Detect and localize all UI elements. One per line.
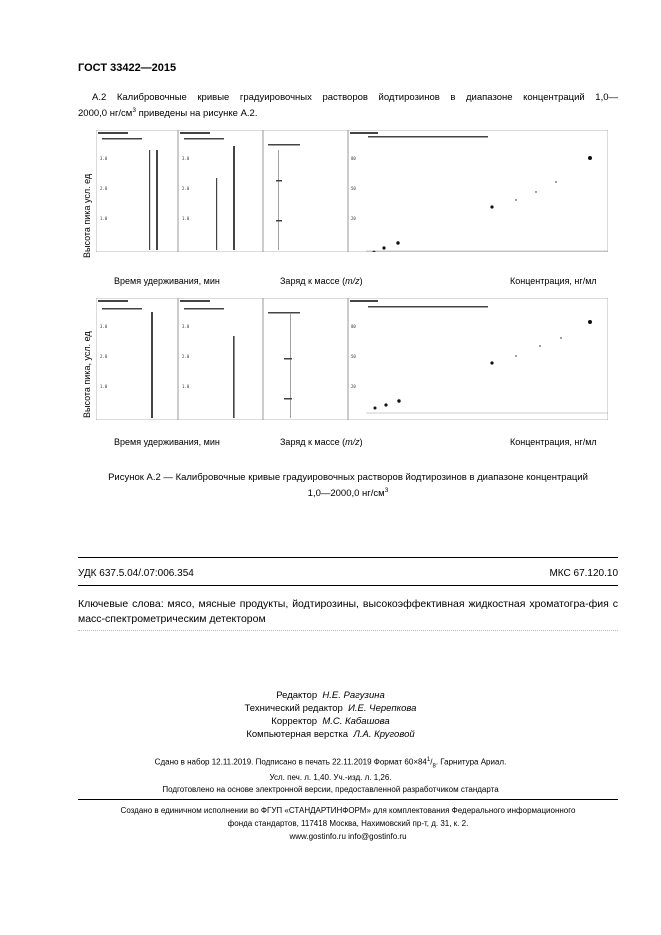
imprint: [0, 754, 661, 796]
figure-2-graphic: [96, 298, 608, 420]
intro-paragraph: [78, 91, 618, 120]
staff-role: Компьютерная верстка: [246, 729, 349, 740]
calibration-figure-1: [96, 130, 608, 252]
figure-1-x-concentration: Концентрация, нг/мл: [510, 276, 597, 286]
figure-2-y-axis-label: Высота пика, усл. ед: [82, 331, 92, 418]
svg-text:20: 20: [351, 384, 356, 389]
x-mass-text-2: Заряд к массе (: [280, 437, 346, 447]
svg-text:80: 80: [351, 156, 356, 161]
footer-line-1: Создано в единичном исполнении во ФГУП «СТАНДАРТИНФОРМ» для комплектования Федерального информационного: [120, 806, 576, 815]
figure-1-x-mass: [280, 276, 363, 286]
udk-code: УДК 637.5.04/.07:006.354: [78, 568, 194, 579]
figure-1-y-axis-label: Высота пика усл. ед: [82, 173, 92, 258]
svg-text:1.0: 1.0: [100, 216, 108, 221]
divider-keywords: [78, 630, 618, 631]
mks-code: МКС 67.120.10: [549, 568, 618, 579]
intro-superscript: 3: [132, 107, 136, 114]
svg-text:50: 50: [351, 186, 356, 191]
svg-text:3.0: 3.0: [100, 324, 108, 329]
caption-superscript: 3: [384, 487, 389, 494]
keywords: Ключевые слова: мясо, мясные продукты, йодтирозины, высокоэффективная жидкостная хроматогра-фия с масс-спектрометрическим детектором: [78, 598, 618, 625]
x-mass-close: ): [359, 276, 363, 286]
footer: [78, 804, 618, 843]
divider-bottom: [78, 799, 618, 800]
imprint-font: . Гарнитура Ариал.: [435, 757, 507, 767]
staff-name: И.Е. Черепкова: [348, 703, 417, 714]
x-mass-italic: m/z: [345, 276, 360, 286]
svg-text:2.0: 2.0: [182, 186, 190, 191]
document-header: ГОСТ 33422—2015: [78, 62, 177, 74]
figure-2-x-mass: [280, 437, 363, 447]
svg-text:1.0: 1.0: [182, 384, 190, 389]
staff-corrector: [0, 715, 661, 728]
svg-text:3.0: 3.0: [182, 324, 190, 329]
staff-name: Л.А. Круговой: [353, 729, 415, 740]
staff-name: М.С. Кабашова: [322, 716, 390, 727]
svg-text:1.0: 1.0: [100, 384, 108, 389]
figure-2-x-retention: Время удерживания, мин: [114, 437, 220, 447]
caption-text: 1,0—2000,0 нг/см: [307, 488, 385, 500]
calibration-figure-2: [96, 298, 608, 420]
figure-2-x-concentration: Концентрация, нг/мл: [510, 437, 597, 447]
caption-line-2: [78, 484, 618, 500]
footer-line-2: фонда стандартов, 117418 Москва, Нахимовский пр-т, д. 31, к. 2.: [227, 819, 469, 828]
divider-middle: [78, 585, 618, 586]
x-mass-close-2: ): [359, 437, 363, 447]
svg-text:20: 20: [351, 216, 356, 221]
svg-text:50: 50: [351, 354, 356, 359]
intro-line-2: [78, 104, 618, 120]
svg-text:3.0: 3.0: [182, 156, 190, 161]
svg-text:3.0: 3.0: [100, 156, 108, 161]
figure-1-x-retention: Время удерживания, мин: [114, 276, 220, 286]
staff-layout: [0, 728, 661, 741]
imprint-line-2: Усл. печ. л. 1,40. Уч.-изд. л. 1,26.: [269, 773, 392, 783]
staff-list: [0, 689, 661, 741]
svg-text:2.0: 2.0: [100, 186, 108, 191]
svg-text:1.0: 1.0: [182, 216, 190, 221]
imprint-line-1: Сдано в набор 12.11.2019. Подписано в печать 22.11.2019 Формат $60\times 84^1/_8$. Гарнитура Ариал.: [154, 757, 507, 770]
staff-role: Технический редактор: [244, 703, 343, 714]
svg-text:80: 80: [351, 324, 356, 329]
staff-tech-editor: [0, 702, 661, 715]
divider-top: [78, 557, 618, 558]
fraction-num: 1: [426, 757, 431, 763]
x-mass-italic-2: m/z: [345, 437, 360, 447]
figure-1-graphic: [96, 130, 608, 252]
staff-name: Н.Е. Рагузина: [322, 690, 385, 701]
staff-editor: [0, 689, 661, 702]
figure-caption: [78, 471, 618, 500]
staff-role: Редактор: [276, 690, 318, 701]
intro-text-b: приведены на рисунке А.2.: [135, 108, 258, 120]
footer-links: www.gostinfo.ru info@gostinfo.ru: [289, 832, 407, 841]
intro-text-a: 2000,0 нг/см: [78, 108, 133, 120]
imprint-line-3: Подготовлено на основе электронной версии, предоставленной разработчиком стандарта: [162, 785, 499, 795]
staff-role: Корректор: [271, 716, 318, 727]
x-mass-text: Заряд к массе (: [280, 276, 346, 286]
svg-text:2.0: 2.0: [182, 354, 190, 359]
fraction-den: 8: [432, 763, 436, 770]
caption-line-1: Рисунок А.2 — Калибровочные кривые градуировочных растворов йодтирозинов в диапазоне концентраций: [108, 472, 588, 483]
svg-text:2.0: 2.0: [100, 354, 108, 359]
intro-line-1: А.2 Калибровочные кривые градуировочных растворов йодтирозинов в диапазоне концентраций 1,0—: [92, 92, 618, 103]
imprint-text: Сдано в набор 12.11.2019. Подписано в печать 22.11.2019 Формат 60×84: [154, 757, 427, 767]
